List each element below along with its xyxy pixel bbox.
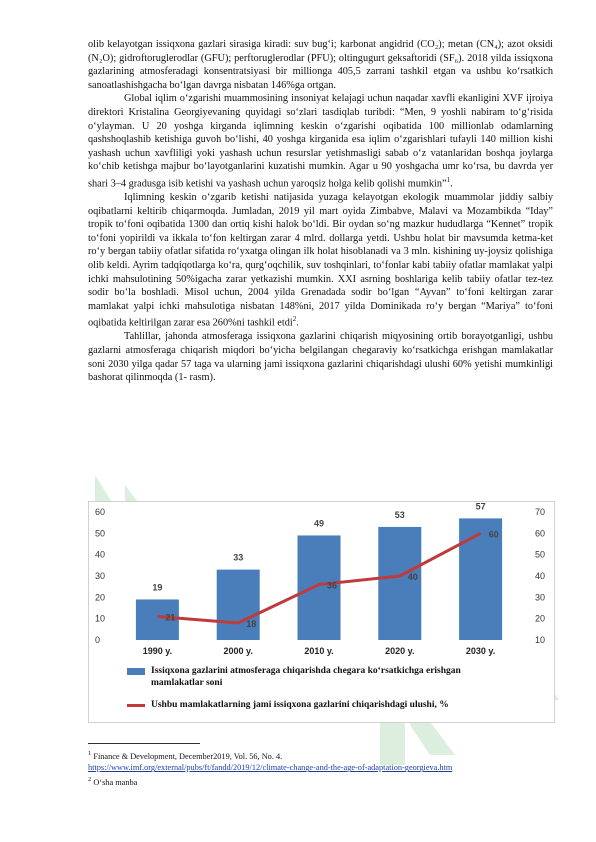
bar	[217, 570, 260, 640]
figure-1-chart	[88, 501, 555, 723]
left-axis-tick-label: 60	[95, 507, 106, 517]
bar-data-label: 19	[152, 582, 163, 593]
right-axis-tick-label: 50	[535, 549, 546, 560]
left-axis-tick-label: 0	[95, 635, 101, 645]
paragraph-2: Global iqlim oʻzgarishi muammosining insoniyat kelajagi uchun naqadar xavfli ekanligini XVF ijroiya direktori Kristalina Georgiyevaning quyidagi soʻzlari tasdiqlab turibdi: “Men, 9 yoshli nabiram toʻgʻrisida oʻylayman. U 20 yoshga kirganda iqlimning keskin oʻzgarishi oqibatida 100 millionlab odamlarning qashshoqlashib ketishiga guvoh boʻlishi, 40 yoshga kirganida esa iqlim oʻzgarishlari tufayli 140 million kishi yashash uchun xavfliligi yoki yashash uchun resurslar yetishmasligi sabab oʻz vatanlaridan boshqa joylarga koʻchib ketishga majbur boʻlayotganlarini kuzatishi mumkin. Agar u 90 yoshgacha umr koʻrsa, bu davrda yer shari 3–4 gradusga isib ketishi va yashash uchun yaroqsiz holga kelib qolishi mumkin”$^1$.	[88, 93, 553, 190]
line-data-label: 40	[407, 572, 418, 582]
paragraph-3-text: Iqlimning keskin oʻzgarib ketishi natijasida yuzaga kelayotgan ekologik muammolar jiddiy salbiy oqibatlarni keltirib chiqarmoqda. Jumladan, 2019 yil mart oyida Zimbabve, Malavi va Mozambikda “Iday” tropik toʻfoni oqibatida 1300 dan ortiq kishi halok boʻldi. Bir oydan soʻng mazkur hududlarga “Kennet” tropik toʻfoni yopirildi va ikkala toʻfon keltirgan zarar 4 mlrd. dollarga yetdi. Ushbu holat bir mavsumda ketma-ket roʻy bergan tabiiy ofatlar sifatida roʻyxatga olingan ilk holat hisoblanadi va 3 mln. kishining uy-joysiz qolishiga olib keldi. Ayrim tadqiqotlarga koʻra, qurgʻoqchilik, suv toshqinlari, toʻfonlar kabi tabiiy ofatlar mamlakat yalpi ichki mahsulotining 50%igacha zarar yetkazishi mumkin. XXI asrning boshlariga kelib tabiiy ofatlar tez-tez sodir boʻla boshladi. Misol uchun, 2004 yilda Grenadada sodir boʻlgan “Ayvan” toʻfoni keltirgan zarar mamlakat yalpi ichki mahsulotiga nisbatan 148%ni, 2017 yilda Dominikada roʻy bergan “Mariya” toʻfoni oqibatida keltirilgan zarar esa 260%ni tashkil etdi	[88, 191, 553, 329]
footnote-2-text: Oʻsha manba	[93, 777, 138, 787]
footnote-1	[88, 748, 558, 762]
legend-label-line: Ushbu mamlakatlarning jami issiqxona gazlarini chiqarishdagi ulushi, %	[151, 700, 449, 710]
left-axis-tick-label: 20	[95, 592, 106, 603]
bar-data-label: 57	[475, 502, 486, 512]
right-axis-tick-label: 30	[535, 592, 546, 603]
right-axis-tick-label: 60	[535, 528, 546, 539]
left-axis-tick-label: 50	[95, 528, 106, 539]
right-axis-tick-label: 40	[535, 571, 546, 581]
x-axis-tick-label: 2000 y.	[223, 646, 253, 656]
paragraph-1: olib kelayotgan issiqxona gazlari sirasiga kiradi: suv bugʻi; karbonat angidrid (CO₂); metan (CN₄); azot oksidi (N₂O); gidroftoruglerodlar (GFU); perftoruglerodlar (PFU); oltingugurt geksaftoridi (SF₆). 2018 yilda issiqxona gazlarining atmosferadagi konsentratsiyasi bir millionga 405,5 zarrani tashkil etgan va ushbu koʻrsatkich sanoatlashishgacha boʻlgan davrga nisbatan 146%ga ortgan.	[88, 39, 553, 91]
line-data-label: 21	[165, 612, 176, 623]
combo-chart	[89, 502, 554, 662]
footnote-1-text: Finance & Development, December2019, Vol. 56, No. 4.	[93, 751, 283, 761]
line-data-label: 18	[246, 618, 257, 629]
legend-item-bars	[127, 665, 507, 689]
footnotes	[88, 748, 558, 788]
footnote-2	[88, 774, 558, 788]
legend-item-line	[127, 699, 507, 711]
paragraph-3: Iqlimning keskin oʻzgarib ketishi natijasida yuzaga kelayotgan ekologik muammolar jiddiy salbiy oqibatlarni keltirib chiqarmoqda. Jumladan, 2019 yil mart oyida Zimbabve, Malavi va Mozambikda “Iday” tropik toʻfoni oqibatida 1300 dan ortiq kishi halok boʻldi. Bir oydan soʻng mazkur hududlarga “Kennet” tropik toʻfoni yopirildi va ikkala toʻfon keltirgan zarar 4 mlrd. dollarga yetdi. Ushbu holat bir mavsumda ketma-ket roʻy bergan tabiiy ofatlar sifatida roʻyxatga olingan ilk holat hisoblanadi va 3 mln. kishining uy-joysiz qolishiga olib keldi. Ayrim tadqiqotlarga koʻra, qurgʻoqchilik, suv toshqinlari, toʻfonlar kabi tabiiy ofatlar mamlakat yalpi ichki mahsulotining 50%igacha zarar yetkazishi mumkin. XXI asrning boshlariga kelib tabiiy ofatlar tez-tez sodir boʻla boshladi. Misol uchun, 2004 yilda Grenadada sodir boʻlgan “Ayvan” toʻfoni keltirgan zarar mamlakat yalpi ichki mahsulotiga nisbatan 148%ni, 2017 yilda Dominikada roʻy bergan “Mariya” toʻfoni oqibatida keltirilgan zarar esa 260%ni tashkil etdi$^2$.	[88, 191, 553, 329]
bar	[378, 527, 421, 640]
x-axis-tick-label: 2020 y.	[385, 646, 415, 656]
legend-swatch-bars	[127, 668, 145, 675]
right-axis-tick-label: 20	[535, 613, 546, 624]
bar-data-label: 53	[394, 509, 405, 520]
right-axis-tick-label: 70	[535, 507, 546, 517]
footnote-ref-1[interactable]: 1	[446, 175, 451, 184]
right-axis-tick-label: 10	[535, 635, 546, 645]
paragraph-2-text: Global iqlim oʻzgarishi muammosining insoniyat kelajagi uchun naqadar xavfli ekanligini XVF ijroiya direktori Kristalina Georgiyevaning quyidagi soʻzlari tasdiqlab turibdi: “Men, 9 yoshli nabiram toʻgʻrisida oʻylayman. U 20 yoshga kirganda iqlimning keskin oʻzgarishi oqibatida 100 millionlab odamlarning qashshoqlashib ketishiga guvoh boʻlishi, 40 yoshga kirganida esa iqlim oʻzgarishlari tufayli 140 million kishi yashash uchun xavfliligi yoki yashash uchun resurslar yetishmasligi sabab oʻz vatanlaridan boshqa joylarga koʻchib ketishga majbur boʻlayotganlarini kuzatishi mumkin. Agar u 90 yoshgacha umr koʻrsa, bu davrda yer shari 3–4 gradusga isib ketishi va yashash uchun yaroqsiz holga kelib qolishi mumkin”	[88, 93, 553, 190]
legend-swatch-line	[127, 704, 145, 707]
line-data-label: 60	[488, 529, 499, 540]
x-axis-tick-label: 2030 y.	[465, 646, 496, 656]
footnote-1-number: 1	[88, 750, 92, 757]
footnote-1-link[interactable]: https://www.imf.org/external/pubs/ft/fandd/2019/12/climate-change-and-the-age-of-adaptation-georgieva.htm	[88, 763, 453, 773]
left-axis-tick-label: 40	[95, 549, 106, 560]
x-axis-tick-label: 1990 y.	[142, 646, 173, 656]
document-body	[88, 38, 553, 385]
line-data-label: 36	[327, 580, 338, 591]
left-axis-tick-label: 30	[95, 571, 106, 581]
bar-data-label: 33	[233, 552, 244, 563]
footnote-ref-2[interactable]: 2	[292, 315, 297, 324]
left-axis-tick-label: 10	[95, 613, 106, 624]
legend-label-bars: Issiqxona gazlarini atmosferaga chiqarishda chegara koʻrsatkichga erishgan mamlakatlar soni	[151, 666, 461, 688]
footnote-rule	[88, 743, 200, 744]
paragraph-4: Tahlillar, jahonda atmosferaga issiqxona gazlarini chiqarish miqyosining ortib borayotganligi, ushbu gazlarni atmosferaga chiqarish miqdori boʻyicha belgilangan chegaraviy koʻrsatkichga erishgan mamlakatlar soni 2030 yilga qadar 57 taga va ularning jami issiqxona gazlarini chiqarishdagi ulushi 60% yetishi mumkinligi bashorat qilinmoqda (1- rasm).	[88, 331, 553, 384]
footnote-2-number: 2	[88, 775, 92, 783]
bar-data-label: 49	[313, 518, 325, 529]
x-axis-tick-label: 2010 y.	[304, 646, 334, 656]
